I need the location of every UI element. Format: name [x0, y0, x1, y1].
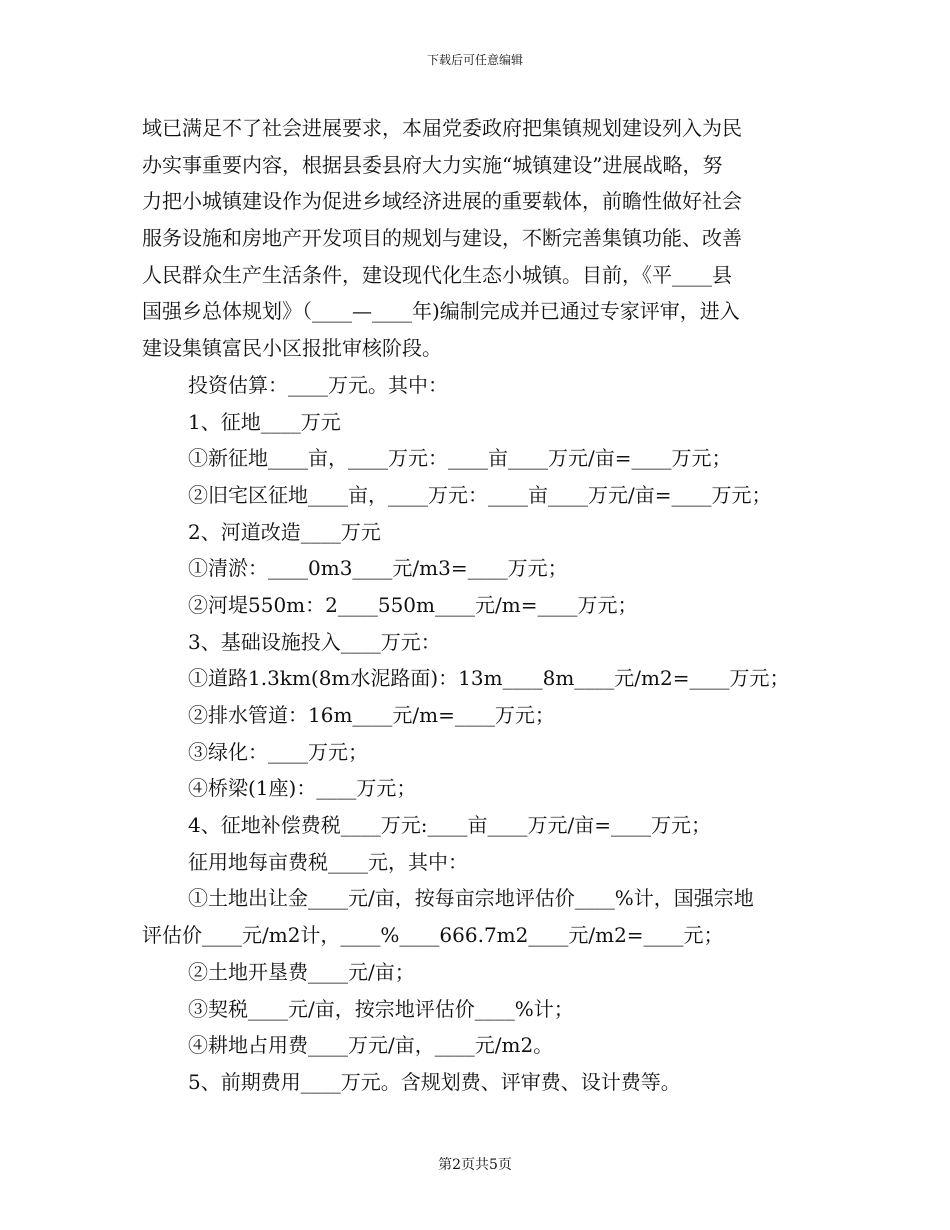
list-item: ②河堤550m：2____550m____元/m=____万元； [188, 592, 638, 617]
paragraph-line: 力把小城镇建设作为促进乡域经济进展的重要载体，前瞻性做好社会 [142, 189, 742, 214]
list-item: ①土地出让金____元/亩，按每亩宗地评估价____%计，国强宗地 [188, 886, 754, 911]
paragraph-line: 征用地每亩费税____元，其中： [188, 849, 468, 874]
list-item: ①新征地____亩，____万元：____亩____万元/亩=____万元； [188, 446, 732, 471]
section-heading: 4、征地补偿费税____万元:____亩____万元/亩=____万元； [188, 813, 711, 838]
investment-estimate-heading: 投资估算：____万元。其中： [188, 372, 448, 397]
paragraph-line: 国强乡总体规划》（____—____年)编制完成并已通过专家评审，进入 [142, 299, 740, 324]
section-heading: 3、基础设施投入____万元： [188, 629, 441, 654]
list-item: ③绿化：____万元； [188, 739, 368, 764]
page-header: 下载后可任意编辑 [426, 53, 523, 67]
section-heading: 1、征地____万元 [188, 409, 341, 434]
list-item: ①清淤：____0m3____元/m3=____万元； [188, 556, 568, 581]
list-item: ②排水管道：16m____元/m=____万元； [188, 703, 555, 727]
paragraph-line: 建设集镇富民小区报批审核阶段。 [142, 336, 442, 361]
list-item-continuation: 评估价____元/m2计，____%____666.7m2____元/m2=____元； [142, 923, 724, 948]
list-item: ②旧宅区征地____亩，____万元：____亩____万元/亩=____万元； [188, 482, 772, 507]
document-body [142, 110, 822, 1101]
paragraph-line: 办实事重要内容，根据县委县府大力实施“城镇建设”进展战略，努 [142, 152, 723, 177]
list-item: ②土地开垦费____元/亩； [188, 959, 415, 984]
paragraph-line: 服务设施和房地产开发项目的规划与建设，不断完善集镇功能、改善 [142, 226, 742, 251]
paragraph-line: 人民群众生产生活条件，建设现代化生态小城镇。目前，《平____县 [142, 262, 732, 287]
list-item: ③契税____元/亩，按宗地评估价____%计； [188, 996, 574, 1021]
page-number: 第2页共5页 [438, 1157, 512, 1173]
list-item: ④桥梁(1座)：____万元； [188, 776, 417, 801]
section-heading: 2、河道改造____万元 [188, 519, 381, 544]
section-heading: 5、前期费用____万元。含规划费、评审费、设计费等。 [188, 1069, 681, 1094]
paragraph-line: 域已满足不了社会进展要求，本届党委政府把集镇规划建设列入为民 [142, 116, 742, 140]
list-item: ④耕地占用费____万元/亩，____元/m2。 [188, 1033, 554, 1058]
list-item: ①道路1.3km(8m水泥路面)：13m____8m____元/m2=____万元； [188, 666, 790, 691]
